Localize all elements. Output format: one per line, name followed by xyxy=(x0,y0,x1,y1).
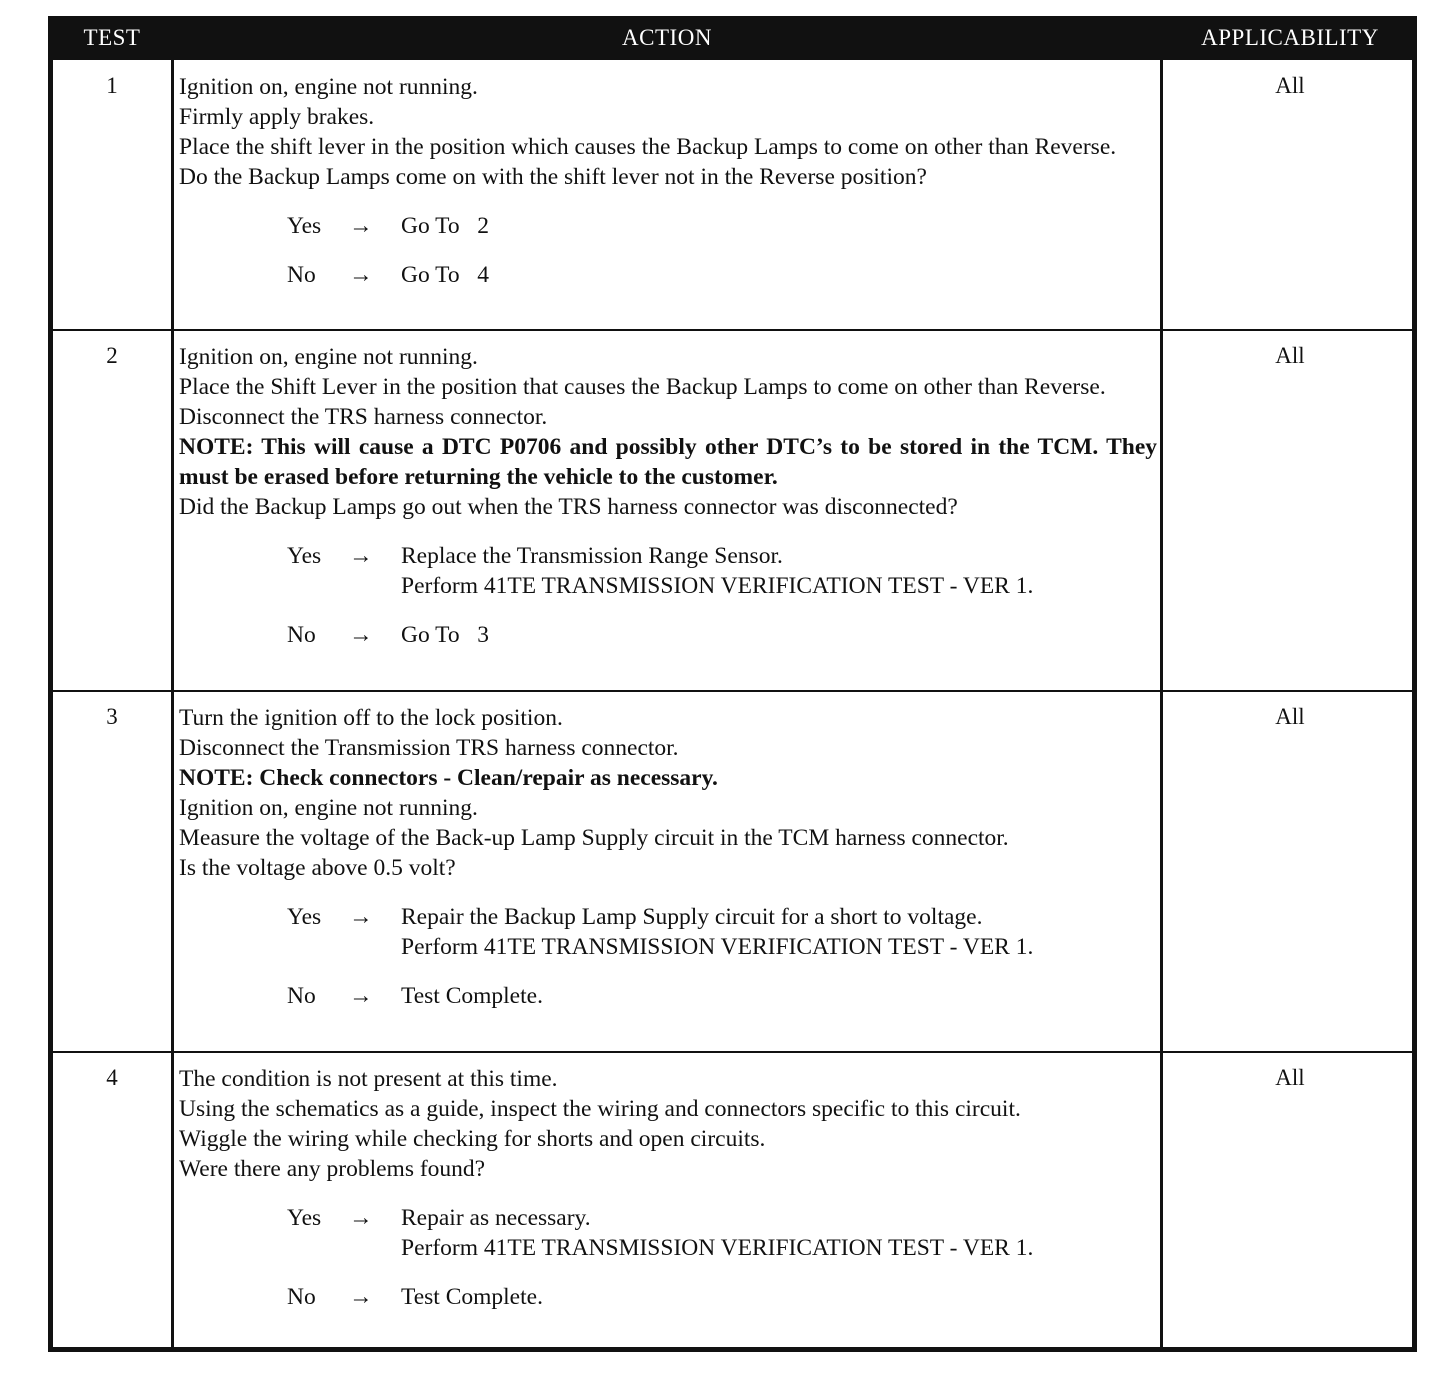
action-cell xyxy=(179,72,1157,290)
table-header xyxy=(53,21,1412,60)
applicability-value: All xyxy=(1275,1065,1305,1090)
arrow-icon: → xyxy=(349,1284,373,1310)
action-line: Using the schematics as a guide, inspect the wiring and connectors specific to this circuit. xyxy=(179,1096,1021,1122)
action-line: Were there any problems found? xyxy=(179,1156,486,1182)
header-action: ACTION xyxy=(622,25,712,50)
no-label: No xyxy=(287,622,316,648)
no-result: Go To 4 xyxy=(401,262,490,288)
yes-result-2: Perform 41TE TRANSMISSION VERIFICATION TEST - VER 1. xyxy=(401,1235,1034,1261)
yes-result: Replace the Transmission Range Sensor. xyxy=(401,543,783,569)
yes-answer xyxy=(179,902,1157,962)
action-cell xyxy=(179,1064,1157,1312)
action-line: Did the Backup Lamps go out when the TRS harness connector was disconnected? xyxy=(179,494,958,520)
yes-result: Repair the Backup Lamp Supply circuit for a short to voltage. xyxy=(401,904,983,930)
arrow-icon: → xyxy=(349,213,373,239)
yes-result: Repair as necessary. xyxy=(401,1205,591,1231)
no-answer xyxy=(179,1282,1157,1312)
applicability-value: All xyxy=(1275,343,1305,368)
action-line: Place the Shift Lever in the position that causes the Backup Lamps to come on other than Reverse. xyxy=(179,374,1106,400)
yes-result-2: Perform 41TE TRANSMISSION VERIFICATION TEST - VER 1. xyxy=(401,934,1034,960)
header-applicability: APPLICABILITY xyxy=(1201,25,1379,50)
action-line: Disconnect the Transmission TRS harness connector. xyxy=(179,735,679,761)
no-answer xyxy=(179,620,1157,650)
test-number: 4 xyxy=(106,1065,118,1090)
arrow-icon: → xyxy=(349,622,373,648)
arrow-icon: → xyxy=(349,904,373,930)
row-divider xyxy=(53,1051,1412,1053)
no-result: Test Complete. xyxy=(401,1284,543,1310)
action-cell xyxy=(179,342,1157,650)
diagnostic-test-table xyxy=(48,16,1417,1352)
action-cell xyxy=(179,703,1157,1011)
applicability-value: All xyxy=(1275,704,1305,729)
no-result: Test Complete. xyxy=(401,983,543,1009)
no-label: No xyxy=(287,983,316,1009)
arrow-icon: → xyxy=(349,1205,373,1231)
action-line: Ignition on, engine not running. xyxy=(179,344,478,370)
arrow-icon: → xyxy=(349,543,373,569)
yes-answer xyxy=(179,211,1157,241)
yes-label: Yes xyxy=(287,213,322,239)
action-line: Wiggle the wiring while checking for shorts and open circuits. xyxy=(179,1126,766,1152)
test-number: 3 xyxy=(106,704,118,729)
yes-label: Yes xyxy=(287,1205,322,1231)
applicability-value: All xyxy=(1275,73,1305,98)
yes-label: Yes xyxy=(287,904,322,930)
action-line: Ignition on, engine not running. xyxy=(179,74,478,100)
no-answer xyxy=(179,981,1157,1011)
column-divider xyxy=(171,60,174,1347)
no-label: No xyxy=(287,262,316,288)
test-number: 2 xyxy=(106,343,118,368)
action-note xyxy=(179,763,1157,793)
action-line: The condition is not present at this time. xyxy=(179,1066,558,1092)
test-number: 1 xyxy=(106,73,118,98)
note-text: NOTE: This will cause a DTC P0706 and possibly other DTC’s to be stored in the TCM. They must be erased before returning the vehicle to the customer. xyxy=(179,434,1157,490)
no-result: Go To 3 xyxy=(401,622,490,648)
yes-label: Yes xyxy=(287,543,322,569)
arrow-icon: → xyxy=(349,983,373,1009)
action-line: Ignition on, engine not running. xyxy=(179,795,478,821)
action-line: Place the shift lever in the position which causes the Backup Lamps to come on other than Reverse. xyxy=(179,134,1117,160)
action-line: Is the voltage above 0.5 volt? xyxy=(179,855,456,881)
action-line: Measure the voltage of the Back-up Lamp Supply circuit in the TCM harness connector. xyxy=(179,825,1009,851)
arrow-icon: → xyxy=(349,262,373,288)
no-label: No xyxy=(287,1284,316,1310)
no-answer xyxy=(179,260,1157,290)
action-line: Disconnect the TRS harness connector. xyxy=(179,404,548,430)
yes-result-2: Perform 41TE TRANSMISSION VERIFICATION TEST - VER 1. xyxy=(401,573,1034,599)
header-test: TEST xyxy=(83,25,141,50)
yes-answer xyxy=(179,1203,1157,1263)
action-line: Turn the ignition off to the lock position. xyxy=(179,705,563,731)
row-divider xyxy=(53,690,1412,692)
action-line: Firmly apply brakes. xyxy=(179,104,375,130)
yes-result: Go To 2 xyxy=(401,213,490,239)
action-note xyxy=(179,432,1157,492)
yes-answer xyxy=(179,541,1157,601)
row-divider xyxy=(53,329,1412,331)
action-line: Do the Backup Lamps come on with the shift lever not in the Reverse position? xyxy=(179,164,927,190)
note-text: NOTE: Check connectors - Clean/repair as necessary. xyxy=(179,765,718,791)
